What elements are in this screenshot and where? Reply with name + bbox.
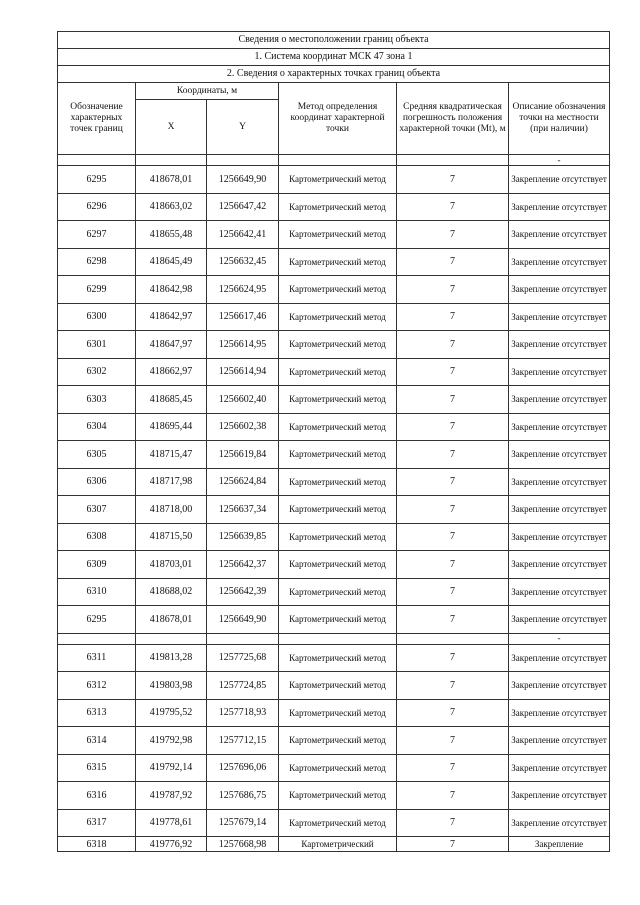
table-row — [58, 331, 610, 359]
mt-cell: 7 — [397, 166, 509, 194]
coord-x: 419813,28 — [136, 644, 207, 672]
description-cell: Закрепление отсутствует — [509, 727, 610, 755]
table-row — [58, 468, 610, 496]
coord-x: 418655,48 — [136, 221, 207, 249]
coord-y: 1257686,75 — [207, 782, 279, 810]
header-point: Обозначение характерных точек границ — [58, 83, 136, 155]
table-row — [58, 248, 610, 276]
coord-x: 418715,47 — [136, 441, 207, 469]
mt-cell: 7 — [397, 606, 509, 634]
coord-y: 1256614,94 — [207, 358, 279, 386]
method-cell: Картометрический метод — [279, 303, 397, 331]
point-id: 6314 — [58, 727, 136, 755]
mt-cell: 7 — [397, 496, 509, 524]
coord-y: 1256624,84 — [207, 468, 279, 496]
coord-y: 1256602,38 — [207, 413, 279, 441]
point-id: 6308 — [58, 523, 136, 551]
description-cell: Закрепление отсутствует — [509, 166, 610, 194]
points-section-heading: 2. Сведения о характерных точках границ объекта — [58, 66, 610, 83]
method-cell: Картометрический метод — [279, 441, 397, 469]
table-row — [58, 699, 610, 727]
coord-y: 1257668,98 — [207, 837, 279, 852]
point-id: 6318 — [58, 837, 136, 852]
mt-cell: 7 — [397, 303, 509, 331]
table-row — [58, 727, 610, 755]
mt-cell: 7 — [397, 551, 509, 579]
coord-y: 1256617,46 — [207, 303, 279, 331]
method-cell: Картометрический метод — [279, 358, 397, 386]
point-id: 6296 — [58, 193, 136, 221]
description-cell: Закрепление отсутствует — [509, 699, 610, 727]
point-id: 6306 — [58, 468, 136, 496]
description-cell: Закрепление отсутствует — [509, 221, 610, 249]
coord-x: 419787,92 — [136, 782, 207, 810]
point-id: 6297 — [58, 221, 136, 249]
point-id: 6317 — [58, 809, 136, 837]
empty-cell — [58, 633, 136, 644]
table-row — [58, 358, 610, 386]
coord-x: 419803,98 — [136, 672, 207, 700]
point-id: 6315 — [58, 754, 136, 782]
point-id: 6310 — [58, 578, 136, 606]
mt-cell: 7 — [397, 644, 509, 672]
coord-y: 1256619,84 — [207, 441, 279, 469]
coord-x: 418685,45 — [136, 386, 207, 414]
point-id: 6309 — [58, 551, 136, 579]
coord-x: 418642,97 — [136, 303, 207, 331]
empty-cell — [136, 633, 207, 644]
table-row — [58, 386, 610, 414]
coord-x: 418703,01 — [136, 551, 207, 579]
mt-cell: 7 — [397, 523, 509, 551]
description-cell: Закрепление отсутствует — [509, 358, 610, 386]
table-row — [58, 644, 610, 672]
coord-y: 1257712,15 — [207, 727, 279, 755]
coord-x: 418647,97 — [136, 331, 207, 359]
header-row-top — [58, 83, 610, 100]
description-cell: Закрепление отсутствует — [509, 413, 610, 441]
point-id: 6304 — [58, 413, 136, 441]
mt-cell: 7 — [397, 754, 509, 782]
description-cell: Закрепление отсутствует — [509, 248, 610, 276]
header-coords: Координаты, м — [136, 83, 279, 100]
title-row — [58, 32, 610, 49]
method-cell: Картометрический метод — [279, 276, 397, 304]
method-cell: Картометрический метод — [279, 809, 397, 837]
table-row — [58, 837, 610, 852]
coord-x: 418678,01 — [136, 606, 207, 634]
method-cell: Картометрический метод — [279, 386, 397, 414]
coord-y: 1256649,90 — [207, 606, 279, 634]
table-row — [58, 809, 610, 837]
table-row — [58, 782, 610, 810]
mt-cell: 7 — [397, 358, 509, 386]
mt-cell: 7 — [397, 276, 509, 304]
separator-row — [58, 155, 610, 166]
method-cell: Картометрический метод — [279, 496, 397, 524]
coord-x: 418663,02 — [136, 193, 207, 221]
empty-cell — [207, 155, 279, 166]
coord-y: 1256639,85 — [207, 523, 279, 551]
point-id: 6307 — [58, 496, 136, 524]
mt-cell: 7 — [397, 441, 509, 469]
coord-x: 419778,61 — [136, 809, 207, 837]
mt-cell: 7 — [397, 699, 509, 727]
method-cell: Картометрический метод — [279, 523, 397, 551]
method-cell: Картометрический метод — [279, 331, 397, 359]
coord-y: 1256632,45 — [207, 248, 279, 276]
coord-x: 418678,01 — [136, 166, 207, 194]
description-cell: Закрепление отсутствует — [509, 331, 610, 359]
header-y: Y — [207, 100, 279, 155]
point-id: 6298 — [58, 248, 136, 276]
description-cell: Закрепление отсутствует — [509, 386, 610, 414]
table-row — [58, 606, 610, 634]
empty-cell — [136, 155, 207, 166]
method-cell: Картометрический метод — [279, 727, 397, 755]
description-cell: Закрепление отсутствует — [509, 441, 610, 469]
separator-mark: - — [509, 155, 610, 166]
method-cell: Картометрический метод — [279, 672, 397, 700]
table-row — [58, 221, 610, 249]
mt-cell: 7 — [397, 413, 509, 441]
method-cell: Картометрический метод — [279, 221, 397, 249]
description-cell: Закрепление отсутствует — [509, 523, 610, 551]
point-id: 6305 — [58, 441, 136, 469]
table-body — [58, 32, 610, 852]
coord-y: 1256614,95 — [207, 331, 279, 359]
coord-x: 418688,02 — [136, 578, 207, 606]
coord-x: 418717,98 — [136, 468, 207, 496]
method-cell: Картометрический метод — [279, 699, 397, 727]
table-row — [58, 166, 610, 194]
table-row — [58, 578, 610, 606]
mt-cell: 7 — [397, 727, 509, 755]
coord-x: 419776,92 — [136, 837, 207, 852]
coord-y: 1257725,68 — [207, 644, 279, 672]
coord-x: 418715,50 — [136, 523, 207, 551]
coord-x: 419795,52 — [136, 699, 207, 727]
description-cell: Закрепление отсутствует — [509, 468, 610, 496]
table-row — [58, 496, 610, 524]
mt-cell: 7 — [397, 809, 509, 837]
empty-cell — [207, 633, 279, 644]
point-id: 6312 — [58, 672, 136, 700]
point-id: 6300 — [58, 303, 136, 331]
method-cell: Картометрический метод — [279, 782, 397, 810]
description-cell: Закрепление отсутствует — [509, 496, 610, 524]
point-id: 6295 — [58, 166, 136, 194]
separator-mark: - — [509, 633, 610, 644]
mt-cell: 7 — [397, 672, 509, 700]
description-cell: Закрепление отсутствует — [509, 754, 610, 782]
description-cell: Закрепление отсутствует — [509, 578, 610, 606]
coord-x: 418645,49 — [136, 248, 207, 276]
coordinate-system-heading: 1. Система координат МСК 47 зона 1 — [58, 49, 610, 66]
table-row — [58, 441, 610, 469]
description-cell: Закрепление отсутствует — [509, 276, 610, 304]
point-id: 6303 — [58, 386, 136, 414]
mt-cell: 7 — [397, 468, 509, 496]
table-row — [58, 523, 610, 551]
table-row — [58, 672, 610, 700]
header-method: Метод определения координат характерной точки — [279, 83, 397, 155]
method-cell: Картометрический метод — [279, 578, 397, 606]
empty-cell — [397, 155, 509, 166]
table-title: Сведения о местоположении границ объекта — [58, 32, 610, 49]
boundary-points-table — [57, 31, 610, 852]
method-cell: Картометрический метод — [279, 754, 397, 782]
coord-x: 418695,44 — [136, 413, 207, 441]
header-desc: Описание обозначения точки на местности (при наличии) — [509, 83, 610, 155]
table-row — [58, 276, 610, 304]
separator-row — [58, 633, 610, 644]
coord-y: 1256642,41 — [207, 221, 279, 249]
description-cell: Закрепление отсутствует — [509, 782, 610, 810]
section2-row — [58, 66, 610, 83]
description-cell: Закрепление — [509, 837, 610, 852]
table-row — [58, 303, 610, 331]
coord-y: 1257696,06 — [207, 754, 279, 782]
description-cell: Закрепление отсутствует — [509, 809, 610, 837]
coord-y: 1256637,34 — [207, 496, 279, 524]
empty-cell — [279, 633, 397, 644]
coord-x: 418662,97 — [136, 358, 207, 386]
point-id: 6301 — [58, 331, 136, 359]
method-cell: Картометрический метод — [279, 468, 397, 496]
mt-cell: 7 — [397, 193, 509, 221]
mt-cell: 7 — [397, 386, 509, 414]
coord-y: 1256642,37 — [207, 551, 279, 579]
method-cell: Картометрический метод — [279, 644, 397, 672]
header-mt: Средняя квадратическая погрешность положения характерной точки (Mt), м — [397, 83, 509, 155]
table-row — [58, 193, 610, 221]
method-cell: Картометрический метод — [279, 166, 397, 194]
mt-cell: 7 — [397, 248, 509, 276]
coord-y: 1256624,95 — [207, 276, 279, 304]
section1-row — [58, 49, 610, 66]
description-cell: Закрепление отсутствует — [509, 193, 610, 221]
point-id: 6299 — [58, 276, 136, 304]
empty-cell — [58, 155, 136, 166]
mt-cell: 7 — [397, 221, 509, 249]
description-cell: Закрепление отсутствует — [509, 672, 610, 700]
coord-y: 1256649,90 — [207, 166, 279, 194]
point-id: 6302 — [58, 358, 136, 386]
coord-x: 418642,98 — [136, 276, 207, 304]
coord-x: 419792,14 — [136, 754, 207, 782]
coord-y: 1256602,40 — [207, 386, 279, 414]
point-id: 6316 — [58, 782, 136, 810]
method-cell: Картометрический — [279, 837, 397, 852]
coord-y: 1256647,42 — [207, 193, 279, 221]
point-id: 6313 — [58, 699, 136, 727]
coord-y: 1257718,93 — [207, 699, 279, 727]
coord-y: 1257679,14 — [207, 809, 279, 837]
mt-cell: 7 — [397, 837, 509, 852]
method-cell: Картометрический метод — [279, 193, 397, 221]
description-cell: Закрепление отсутствует — [509, 644, 610, 672]
mt-cell: 7 — [397, 782, 509, 810]
method-cell: Картометрический метод — [279, 551, 397, 579]
mt-cell: 7 — [397, 578, 509, 606]
coord-x: 418718,00 — [136, 496, 207, 524]
method-cell: Картометрический метод — [279, 413, 397, 441]
empty-cell — [279, 155, 397, 166]
table-row — [58, 413, 610, 441]
mt-cell: 7 — [397, 331, 509, 359]
header-x: X — [136, 100, 207, 155]
description-cell: Закрепление отсутствует — [509, 303, 610, 331]
coord-x: 419792,98 — [136, 727, 207, 755]
method-cell: Картометрический метод — [279, 606, 397, 634]
empty-cell — [397, 633, 509, 644]
description-cell: Закрепление отсутствует — [509, 551, 610, 579]
point-id: 6295 — [58, 606, 136, 634]
table-row — [58, 754, 610, 782]
coord-y: 1256642,39 — [207, 578, 279, 606]
description-cell: Закрепление отсутствует — [509, 606, 610, 634]
coord-y: 1257724,85 — [207, 672, 279, 700]
method-cell: Картометрический метод — [279, 248, 397, 276]
table-row — [58, 551, 610, 579]
point-id: 6311 — [58, 644, 136, 672]
